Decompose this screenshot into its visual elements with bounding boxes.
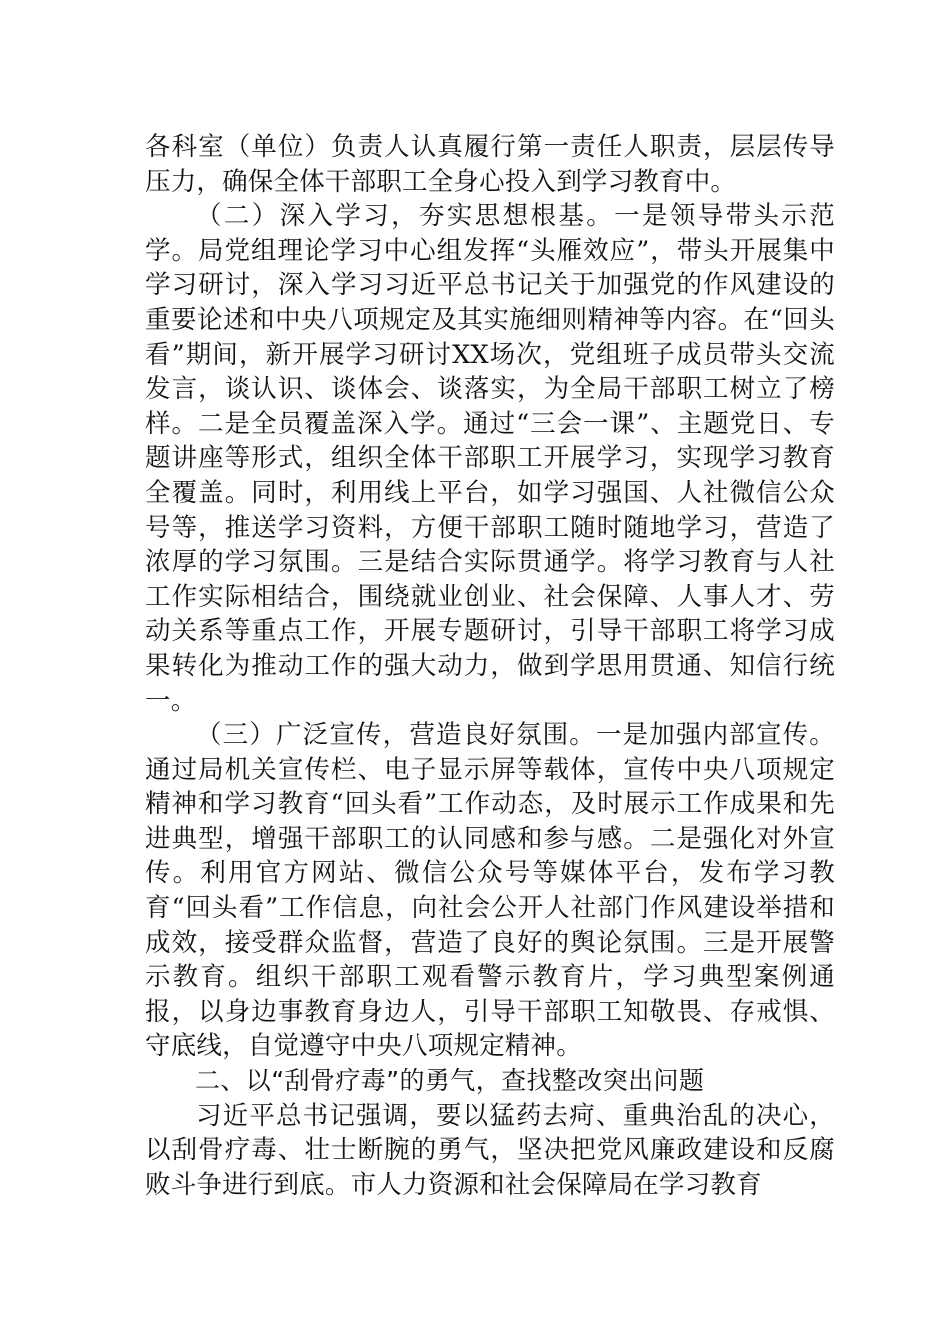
paragraph-publicity: （三）广泛宣传，营造良好氛围。一是加强内部宣传。通过局机关宣传栏、电子显示屏等载体，宣传中央八项规定精神和学习教育“回头看”工作动态，及时展示工作成果和先进典型，增强干部职工的认同感和参与感。二是强化对外宣传。利用官方网站、微信公众号等媒体平台，发布学习教育“回头看”工作信息，向社会公开人社部门作风建设举措和成效，接受群众监督，营造了良好的舆论氛围。三是开展警示教育。组织干部职工观看警示教育片，学习典型案例通报，以身边事教育身边人，引导干部职工知敬畏、存戒惧、守底线，自觉遵守中央八项规定精神。 [145, 720, 835, 1062]
section-heading-2: 二、以“刮骨疗毒”的勇气，查找整改突出问题 [195, 1066, 705, 1096]
paragraph-deep-study: （二）深入学习，夯实思想根基。一是领导带头示范学。局党组理论学习中心组发挥“头雁效应”，带头开展集中学习研讨，深入学习习近平总书记关于加强党的作风建设的重要论述和中央八项规定及其实施细则精神等内容。在“回头看”期间，新开展学习研讨XX场次，党组班子成员带头交流发言，谈认识、谈体会、谈落实，为全局干部职工树立了榜样。二是全员覆盖深入学。通过“三会一课”、主题党日、专题讲座等形式，组织全体干部职工开展学习，实现学习教育全覆盖。同时，利用线上平台，如学习强国、人社微信公众号等，推送学习资料，方便干部职工随时随地学习，营造了浓厚的学习氛围。三是结合实际贯通学。将学习教育与人社工作实际相结合，围绕就业创业、社会保障、人事人才、劳动关系等重点工作，开展专题研讨，引导干部职工将学习成果转化为推动工作的强大动力，做到学思用贯通、知信行统一。 [145, 201, 835, 716]
paragraph-continuation: 各科室（单位）负责人认真履行第一责任人职责，层层传导压力，确保全体干部职工全身心投入到学习教育中。 [145, 132, 835, 197]
paragraph-section-2-intro: 习近平总书记强调，要以猛药去疴、重典治乱的决心，以刮骨疗毒、壮士断腕的勇气，坚决把党风廉政建设和反腐败斗争进行到底。市人力资源和社会保障局在学习教育 [145, 1100, 835, 1200]
document-body [145, 130, 835, 1202]
